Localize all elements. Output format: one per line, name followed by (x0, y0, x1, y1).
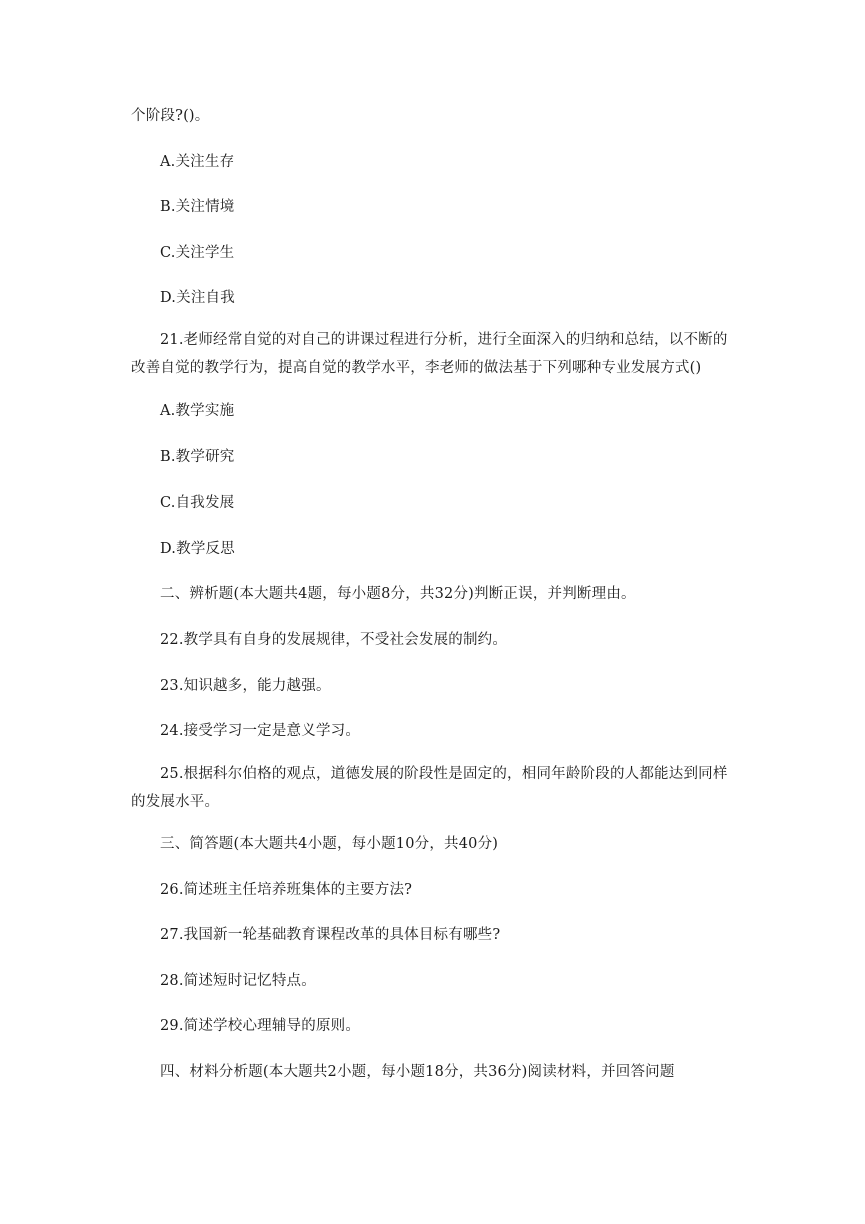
section-heading-discrimination: 二、辨析题(本大题共4题，每小题8分，共32分)判断正误，并判断理由。 (160, 586, 636, 602)
question-26: 26.简述班主任培养班集体的主要方法? (160, 882, 413, 898)
question-22: 22.教学具有自身的发展规律，不受社会发展的制约。 (160, 632, 508, 648)
option-d: D.教学反思 (160, 541, 235, 557)
question-28: 28.简述短时记忆特点。 (160, 973, 316, 989)
option-d: D.关注自我 (160, 290, 235, 306)
question-23: 23.知识越多，能力越强。 (160, 678, 331, 694)
option-c: C.自我发展 (160, 495, 235, 511)
section-heading-material-analysis: 四、材料分析题(本大题共2小题，每小题18分，共36分)阅读材料，并回答问题 (160, 1064, 675, 1080)
question-29: 29.简述学校心理辅导的原则。 (160, 1018, 361, 1034)
option-c: C.关注学生 (160, 245, 235, 261)
question-24: 24.接受学习一定是意义学习。 (160, 723, 361, 739)
question-21: 21.老师经常自觉的对自己的讲课过程进行分析，进行全面深入的归纳和总结，以不断的改善自觉的教学行为，提高自觉的教学水平，李老师的做法基于下列哪种专业发展方式() (131, 332, 728, 376)
option-b: B.关注情境 (160, 199, 235, 215)
question-25: 25.根据科尔伯格的观点，道德发展的阶段性是固定的，相同年龄阶段的人都能达到同样的发展水平。 (131, 766, 728, 810)
section-heading-short-answer: 三、简答题(本大题共4小题，每小题10分，共40分) (160, 836, 499, 852)
question-stem-continuation: 个阶段?()。 (131, 108, 210, 124)
option-a: A.关注生存 (160, 154, 235, 170)
option-b: B.教学研究 (160, 449, 235, 465)
option-a: A.教学实施 (160, 403, 235, 419)
question-27: 27.我国新一轮基础教育课程改革的具体目标有哪些? (160, 927, 501, 943)
